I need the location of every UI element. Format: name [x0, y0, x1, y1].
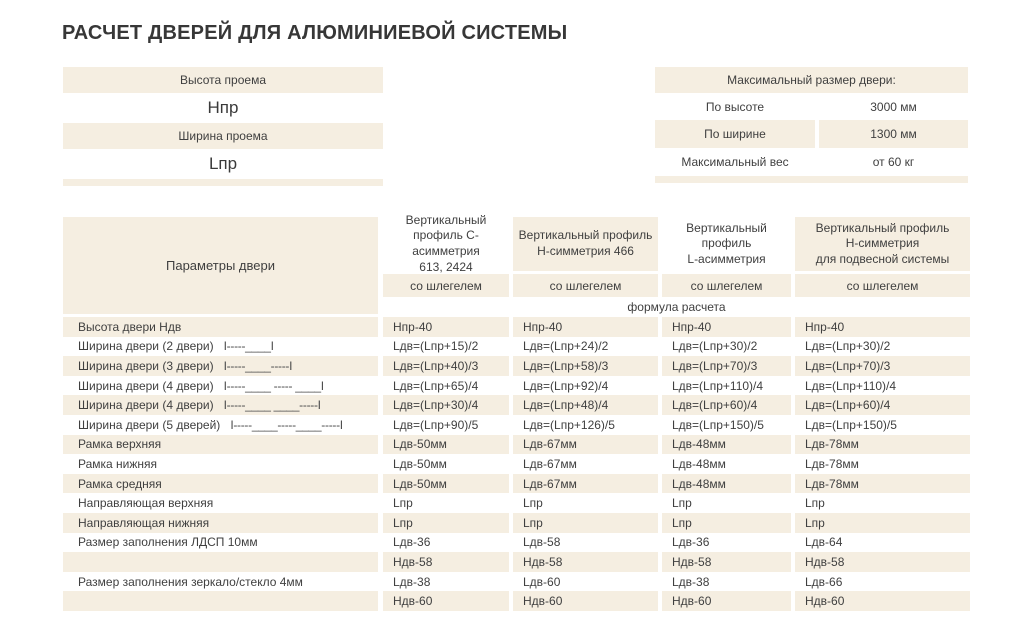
formula-cell: Lдв=(Lпр+60)/4: [662, 395, 791, 415]
formula-cell: Lдв-36: [393, 535, 431, 550]
max-height-value: 3000 мм: [870, 99, 917, 114]
formula-cell: Lдв-66: [805, 574, 843, 589]
formula-cell: Lдв-48мм: [662, 474, 791, 494]
formula-cell: Ндв-60: [662, 591, 791, 611]
formula-cell: Ндв-60: [383, 591, 509, 611]
row-label: [63, 435, 378, 455]
row-label-text: Рамка нижняя: [78, 456, 158, 471]
formula-cell: Нпр-40: [383, 317, 509, 337]
formula-cell: Lдв-48мм: [672, 456, 726, 471]
table-row: [63, 474, 970, 494]
formula-cell: Lдв-78мм: [795, 474, 970, 494]
row-label: [63, 415, 378, 435]
row-label-text: Рамка средняя: [78, 476, 162, 491]
max-door-row-height: [655, 93, 968, 120]
formula-cell: Lпр: [672, 496, 692, 511]
door-scheme-diagram: I-----____I: [223, 339, 274, 354]
column-header-h-symmetry-suspended: [795, 217, 970, 271]
table-row: [63, 493, 970, 513]
calc-table: [63, 212, 970, 611]
table-row: [63, 356, 970, 376]
row-label: [63, 493, 378, 513]
formula-cell: Lдв=(Lпр+110)/4: [672, 378, 764, 393]
column-header-line: Вертикальный: [405, 212, 487, 227]
formula-cell: Lдв-50мм: [393, 456, 447, 471]
formula-cell: Lдв=(Lпр+30)/2: [805, 339, 891, 354]
opening-panel-divider: [63, 179, 383, 186]
table-row: [63, 513, 970, 533]
column-subheader: со шлегелем: [383, 274, 509, 297]
row-label: [63, 474, 378, 494]
formula-cell: Lдв=(Lпр+110)/4: [805, 378, 897, 393]
door-scheme-diagram: I-----____-----____-----I: [230, 417, 343, 432]
row-label: [63, 317, 378, 337]
formula-cell: Ндв-58: [662, 552, 791, 572]
formula-cell: Lдв-64: [805, 535, 843, 550]
max-door-panel-divider: [655, 176, 968, 183]
formula-cell: Lдв=(Lпр+70)/3: [662, 356, 791, 376]
formula-row-label: формула расчета: [627, 300, 726, 314]
column-header-line: Н-симметрия 466: [537, 244, 634, 258]
column-header-line: для подвесной системы: [815, 251, 950, 266]
max-door-panel: [655, 67, 968, 183]
formula-cell: Lдв=(Lпр+150)/5: [672, 417, 764, 432]
column-header-line: Вертикальный профиль: [686, 220, 767, 251]
table-row: [63, 395, 970, 415]
formula-cell: Нпр-40: [513, 317, 658, 337]
column-header-line: Н-симметрия: [845, 236, 920, 251]
row-label: [63, 454, 378, 474]
formula-cell: Lдв=(Lпр+30)/2: [672, 339, 758, 354]
formula-cell: Lпр: [805, 496, 825, 511]
table-row: [63, 317, 970, 337]
formula-cell: Lдв-78мм: [805, 456, 859, 471]
max-height-label: По высоте: [705, 99, 765, 114]
row-label: [63, 513, 378, 533]
table-row: [63, 572, 970, 592]
opening-height-value: Нпр: [207, 98, 239, 117]
column-header-line: Вертикальный профиль: [815, 220, 950, 235]
row-label-text: Рамка верхняя: [78, 437, 162, 452]
row-label: [63, 591, 378, 611]
formula-cell: Lдв=(Lпр+15)/2: [393, 339, 479, 354]
row-label-text: Ширина двери (3 двери): [78, 358, 214, 373]
formula-cell: Ндв-58: [795, 552, 970, 572]
column-header-line: Вертикальный профиль: [518, 228, 653, 243]
row-label-text: Ширина двери (4 двери): [78, 378, 214, 393]
column-header-c-asymmetry: [383, 212, 509, 274]
formula-cell: Lдв-78мм: [795, 435, 970, 455]
formula-cell: Lдв-36: [672, 535, 710, 550]
formula-cell: Ндв-58: [513, 552, 658, 572]
formula-cell: Lдв=(Lпр+30)/4: [383, 395, 509, 415]
row-label: [63, 395, 378, 415]
table-row: [63, 454, 970, 474]
door-scheme-diagram: I-----____-----I: [223, 358, 293, 373]
row-label-text: Высота двери Ндв: [78, 319, 182, 334]
row-label-text: Ширина двери (5 дверей): [78, 417, 221, 432]
door-scheme-diagram: I-----____ ____-----I: [223, 398, 321, 413]
column-subheader: со шлегелем: [795, 274, 970, 297]
opening-height-label: Высота проема: [63, 67, 383, 93]
formula-cell: Нпр-40: [795, 317, 970, 337]
formula-cell: Lдв-67мм: [513, 435, 658, 455]
table-row: [63, 533, 970, 553]
door-scheme-diagram: I-----____ ----- ____I: [223, 378, 324, 393]
row-label-text: Ширина двери (4 двери): [78, 398, 214, 413]
max-width-value: 1300 мм: [819, 120, 968, 148]
table-row: [63, 376, 970, 396]
column-header-l-asymmetry: [662, 217, 791, 271]
formula-cell: Lдв-58: [523, 535, 561, 550]
max-weight-value: от 60 кг: [872, 154, 915, 169]
table-header: [63, 212, 970, 317]
table-row: [63, 435, 970, 455]
formula-cell: Lдв-67мм: [513, 474, 658, 494]
row-label: [63, 572, 378, 592]
column-header-line: профиль С-асимметрия: [412, 228, 480, 258]
table-rows: [63, 317, 970, 611]
formula-cell: Lдв=(Lпр+65)/4: [393, 378, 479, 393]
max-weight-label: Максимальный вес: [681, 154, 789, 169]
formula-cell: Lдв=(Lпр+70)/3: [795, 356, 970, 376]
formula-cell: Ндв-60: [513, 591, 658, 611]
row-label: [63, 356, 378, 376]
formula-cell: Lдв-60: [523, 574, 561, 589]
formula-cell: Lдв=(Lпр+48)/4: [513, 395, 658, 415]
opening-width-value: Lпр: [208, 154, 238, 173]
formula-cell: Lдв-38: [393, 574, 431, 589]
formula-cell: Lдв=(Lпр+24)/2: [523, 339, 609, 354]
column-header-line: 613, 2424: [419, 259, 473, 274]
max-door-header: Максимальный размер двери:: [655, 67, 968, 93]
max-door-row-weight: [655, 148, 968, 175]
formula-cell: Lдв-50мм: [383, 435, 509, 455]
formula-cell: Lпр: [523, 496, 543, 511]
formula-cell: Lдв-50мм: [383, 474, 509, 494]
column-subheader: со шлегелем: [513, 274, 658, 297]
row-label-text: Ширина двери (2 двери): [78, 339, 214, 354]
formula-cell: Ндв-58: [383, 552, 509, 572]
row-label: [63, 337, 378, 357]
table-row: [63, 552, 970, 572]
formula-cell: Lпр: [795, 513, 970, 533]
opening-width-label: Ширина проема: [63, 123, 383, 149]
table-row: [63, 591, 970, 611]
formula-cell: Lдв=(Lпр+150)/5: [805, 417, 897, 432]
page-title: РАСЧЕТ ДВЕРЕЙ ДЛЯ АЛЮМИНИЕВОЙ СИСТЕМЫ: [62, 22, 568, 44]
row-label: [63, 376, 378, 396]
column-subheader: со шлегелем: [662, 274, 791, 297]
formula-cell: Lдв=(Lпр+126)/5: [523, 417, 615, 432]
row-label-text: Размер заполнения зеркало/стекло 4мм: [78, 574, 303, 589]
row-label-text: Размер заполнения ЛДСП 10мм: [78, 535, 258, 550]
max-door-row-width: [655, 120, 968, 148]
formula-cell: Lдв=(Lпр+92)/4: [523, 378, 609, 393]
max-width-label: По ширине: [655, 120, 815, 148]
formula-cell: Lпр: [393, 496, 413, 511]
formula-cell: Lдв=(Lпр+58)/3: [513, 356, 658, 376]
formula-cell: Lпр: [662, 513, 791, 533]
formula-cell: Нпр-40: [662, 317, 791, 337]
row-label: [63, 533, 378, 553]
row-label-text: Направляющая верхняя: [78, 496, 214, 511]
formula-cell: Lдв=(Lпр+40)/3: [383, 356, 509, 376]
formula-cell: Lпр: [383, 513, 509, 533]
formula-cell: Ндв-60: [795, 591, 970, 611]
table-row: [63, 415, 970, 435]
formula-cell: Lдв-38: [672, 574, 710, 589]
formula-cell: Lдв=(Lпр+90)/5: [393, 417, 479, 432]
formula-cell: Lдв=(Lпр+60)/4: [795, 395, 970, 415]
formula-cell: Lдв-67мм: [523, 456, 577, 471]
row-label: [63, 552, 378, 572]
column-header-h-symmetry-466: [513, 217, 658, 271]
table-row: [63, 337, 970, 357]
formula-cell: Lдв-48мм: [662, 435, 791, 455]
formula-cell: Lпр: [513, 513, 658, 533]
opening-panel: [63, 67, 383, 186]
row-label-text: Направляющая нижняя: [78, 515, 210, 530]
column-header-line: L-асимметрия: [687, 251, 766, 266]
params-header: Параметры двери: [63, 217, 378, 314]
